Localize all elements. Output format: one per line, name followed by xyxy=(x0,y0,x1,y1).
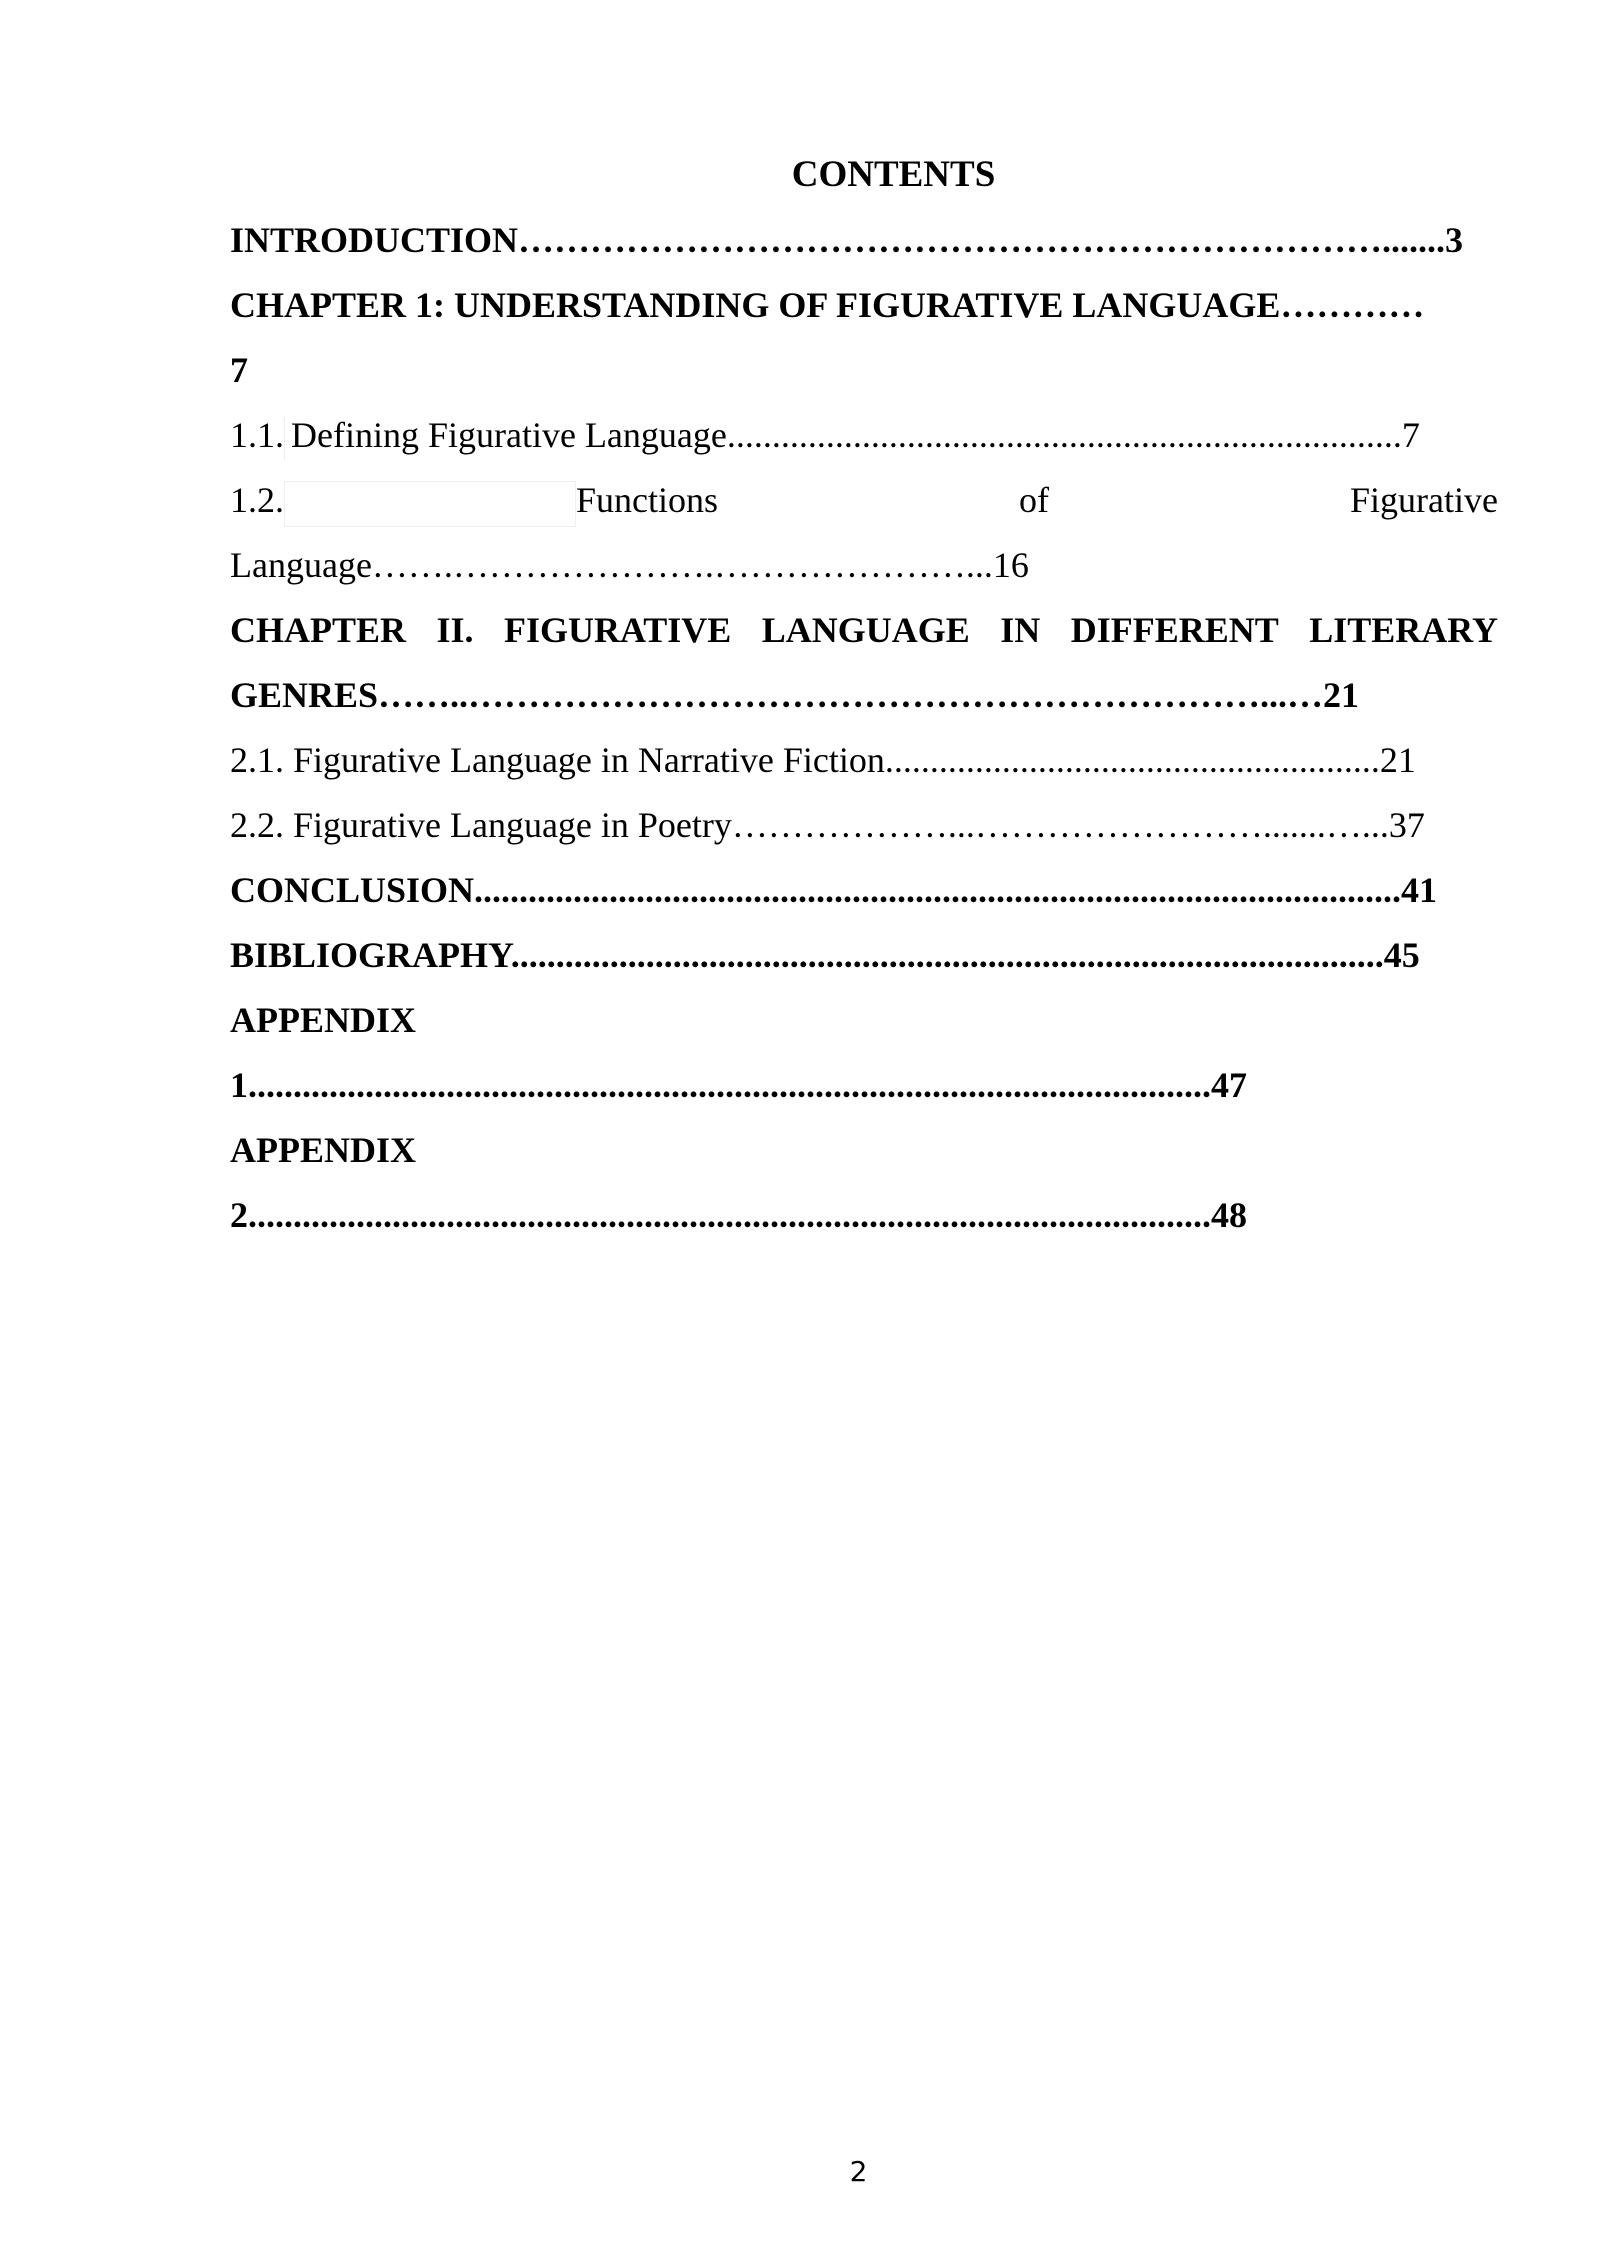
heading-word: CHAPTER xyxy=(230,610,407,650)
page-number: 2 xyxy=(849,2155,868,2188)
toc-entry-appendix-2-page: 2...........................................................................................................48 xyxy=(230,1195,1247,1235)
toc-entry-introduction: INTRODUCTION……………………………………………………………….......3 xyxy=(230,220,1464,260)
empty-field-box xyxy=(284,481,576,527)
heading-word: DIFFERENT xyxy=(1070,610,1279,650)
section-word-figurative: Figurative xyxy=(1350,480,1498,520)
toc-entry-chapter-2 xyxy=(230,605,1498,655)
toc-entry-section-2-1: 2.1. Figurative Language in Narrative Fiction.......................................................21 xyxy=(230,740,1416,780)
toc-entry-section-1-2 xyxy=(230,475,1498,527)
toc-entry-section-1-1 xyxy=(230,410,1420,461)
section-title: Defining Figurative Language...........................................................................7 xyxy=(291,415,1420,455)
heading-word: II. xyxy=(436,610,474,650)
toc-entry-appendix-1: APPENDIX xyxy=(230,1000,416,1040)
toc-entry-bibliography: BIBLIOGRAPHY.................................................................................................45 xyxy=(230,935,1420,975)
heading-word: FIGURATIVE xyxy=(503,610,732,650)
toc-entry-appendix-2: APPENDIX xyxy=(230,1130,416,1170)
toc-entry-chapter-2-continued: GENRES……..…………………………………………………………...…21 xyxy=(230,675,1360,715)
cursor-mark xyxy=(284,417,291,461)
heading-word: IN xyxy=(1000,610,1041,650)
section-word-functions: Functions xyxy=(576,480,719,520)
toc-entry-chapter-1-page: 7 xyxy=(230,350,248,390)
section-word-of: of xyxy=(1019,480,1050,520)
toc-entry-section-2-2: 2.2. Figurative Language in Poetry………………...…………………….......…...37 xyxy=(230,805,1425,845)
toc-entry-section-1-2-continued: Language…….………………….…………………...16 xyxy=(230,545,1029,585)
toc-entry-conclusion: CONCLUSION.......................................................................................................41 xyxy=(230,870,1438,910)
section-number: 1.1. xyxy=(230,415,284,455)
heading-word: LANGUAGE xyxy=(761,610,970,650)
contents-heading: CONTENTS xyxy=(791,154,996,195)
toc-entry-chapter-1: CHAPTER 1: UNDERSTANDING OF FIGURATIVE LANGUAGE………… xyxy=(230,285,1425,325)
heading-word: LITERARY xyxy=(1309,610,1498,650)
section-number: 1.2. xyxy=(230,480,284,520)
section-number-group xyxy=(230,475,718,527)
toc-entry-appendix-1-page: 1...........................................................................................................47 xyxy=(230,1065,1247,1105)
